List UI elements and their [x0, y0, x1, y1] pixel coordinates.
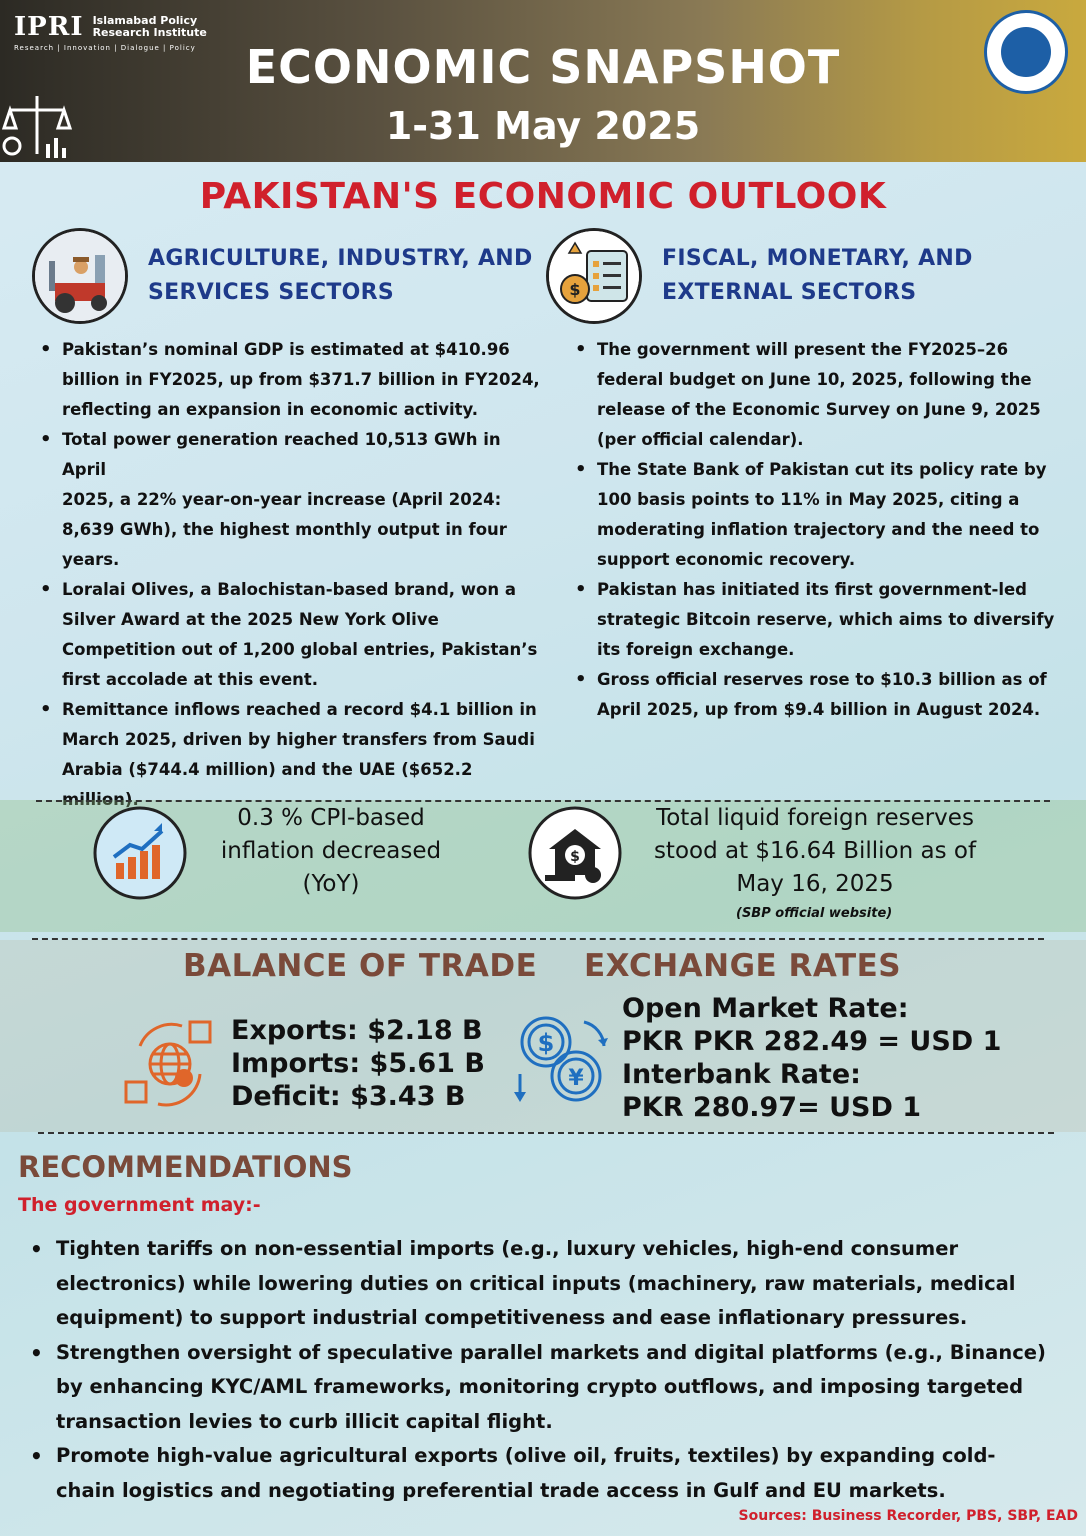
list-item: [38, 335, 548, 425]
inflation-line2: inflation decreased: [220, 838, 442, 864]
open-market-label: Open Market Rate:: [622, 993, 909, 1024]
bullet-line: 8,639 GWh), the highest monthly output in four: [62, 520, 507, 539]
rec-line: by enhancing KYC/AML frameworks, monitoring crypto outflows, and imposing targeted: [56, 1375, 1024, 1398]
bullet-line: The government will present the FY2025–26: [597, 340, 1009, 359]
interbank-label: Interbank Rate:: [622, 1059, 861, 1090]
bullet-line: its foreign exchange.: [597, 640, 795, 659]
bullet-line: Loralai Olives, a Balochistan-based brand, won a: [62, 580, 516, 599]
interbank-value: PKR 280.97= USD 1: [622, 1092, 922, 1123]
svg-text:¥: ¥: [568, 1066, 584, 1091]
svg-text:$: $: [570, 849, 580, 865]
left-title-line1: AGRICULTURE, INDUSTRY, AND: [148, 246, 533, 271]
svg-text:$: $: [537, 1029, 555, 1057]
logo-tagline: Research | Innovation | Dialogue | Policy: [14, 44, 196, 52]
rec-line: electronics) while lowering duties on critical inputs (machinery, raw materials, medical: [56, 1271, 1016, 1295]
bullet-line: strategic Bitcoin reserve, which aims to diversify: [597, 610, 1055, 629]
bullet-line: (per official calendar).: [597, 430, 804, 449]
page-title: ECONOMIC SNAPSHOT: [245, 40, 841, 94]
logo-abbr: IPRI: [14, 12, 84, 42]
reserves-stat: [630, 802, 1000, 901]
svg-text:$: $: [569, 280, 581, 299]
list-item: [573, 335, 1073, 455]
rec-line: chain logistics and negotiating preferential trade access in Gulf and EU markets.: [56, 1478, 946, 1502]
sources-note: Sources: Business Recorder, PBS, SBP, EAD: [738, 1508, 1078, 1524]
budget-checklist-icon: [546, 228, 642, 324]
page-date: 1-31 May 2025: [385, 104, 701, 148]
list-item: [573, 575, 1073, 665]
list-item: [573, 665, 1073, 725]
bullet-line: Pakistan’s nominal GDP is estimated at $410.96: [62, 340, 510, 359]
bullet-line: support economic recovery.: [597, 550, 856, 569]
bullet-line: Total power generation reached 10,513 GWh in April: [62, 430, 501, 479]
bullet-line: million).: [62, 790, 139, 809]
divider: [38, 1132, 1054, 1134]
deficit-value: Deficit: $3.43 B: [231, 1081, 466, 1112]
inflation-chart-icon: [92, 805, 188, 901]
left-title-line2: SERVICES SECTORS: [148, 280, 395, 305]
header-banner: [0, 0, 1086, 162]
inflation-stat: [196, 802, 466, 901]
right-section-title: [662, 242, 973, 310]
outlook-title: PAKISTAN'S ECONOMIC OUTLOOK: [199, 176, 887, 217]
trade-figures: [231, 1014, 485, 1113]
bullet-line: Remittance inflows reached a record $4.1 billion in: [62, 700, 537, 719]
inflation-line1: 0.3 % CPI-based: [237, 805, 425, 831]
list-item: [38, 425, 548, 575]
reserves-house-icon: [527, 805, 623, 901]
bullet-line: 2025, a 22% year-on-year increase (April 2024:: [62, 490, 502, 509]
imports-value: Imports: $5.61 B: [231, 1048, 485, 1079]
bullet-line: moderating inflation trajectory and the need to: [597, 520, 1040, 539]
trade-globe-icon: [122, 1018, 218, 1110]
list-item: [30, 1336, 1070, 1440]
bullet-line: April 2025, up from $9.4 billion in August 2024.: [597, 700, 1041, 719]
bullet-line: federal budget on June 10, 2025, following the: [597, 370, 1032, 389]
rec-line: transaction levies to curb illicit capital flight.: [56, 1409, 553, 1433]
reserves-line1: Total liquid foreign reserves: [656, 805, 974, 831]
right-bullet-list: [573, 335, 1073, 725]
bullet-line: Competition out of 1,200 global entries, Pakistan’s: [62, 640, 538, 659]
bullet-line: billion in FY2025, up from $371.7 billion in FY2024,: [62, 370, 540, 389]
bullet-line: reflecting an expansion in economic activity.: [62, 400, 479, 419]
recommendations-list: [30, 1232, 1070, 1508]
left-bullet-list: [38, 335, 548, 815]
bullet-line: The State Bank of Pakistan cut its policy rate by: [597, 460, 1047, 479]
reserves-line2: stood at $16.64 Billion as of: [653, 838, 977, 864]
bullet-line: Gross official reserves rose to $10.3 billion as of: [597, 670, 1047, 689]
recommendations-title: RECOMMENDATIONS: [18, 1150, 353, 1184]
list-item: [38, 695, 548, 815]
right-title-line1: FISCAL, MONETARY, AND: [662, 246, 973, 271]
rec-line: Strengthen oversight of speculative parallel markets and digital platforms (e.g., Binance): [56, 1340, 1046, 1364]
rec-line: Promote high-value agricultural exports (olive oil, fruits, textiles) by expanding cold-: [56, 1444, 996, 1467]
list-item: [30, 1439, 1070, 1508]
logo-name: [93, 15, 207, 39]
recommendations-subtitle: The government may:-: [18, 1194, 261, 1216]
seal-logo: [984, 10, 1068, 94]
logo-name-line1: Islamabad Policy: [92, 14, 198, 27]
list-item: [30, 1232, 1070, 1336]
bullet-line: 100 basis points to 11% in May 2025, citing a: [597, 490, 1020, 509]
exchange-figures: [622, 992, 1001, 1124]
exports-value: Exports: $2.18 B: [231, 1015, 483, 1046]
left-section-title: [148, 242, 533, 310]
currency-exchange-icon: [514, 1012, 610, 1108]
trade-title: BALANCE OF TRADE: [183, 948, 538, 984]
list-item: [38, 575, 548, 695]
bullet-line: Arabia ($744.4 million) and the UAE ($652.2: [62, 760, 473, 779]
reserves-source-note: (SBP official website): [736, 906, 893, 921]
bullet-line: release of the Economic Survey on June 9, 2025: [597, 400, 1041, 419]
farmer-tractor-icon: [32, 228, 128, 324]
open-market-value: PKR PKR 282.49 = USD 1: [622, 1026, 1002, 1057]
bullet-line: March 2025, driven by higher transfers from Saudi: [62, 730, 535, 749]
rec-line: equipment) to support industrial competitiveness and ease inflationary pressures.: [56, 1306, 968, 1329]
bullet-line: years.: [62, 550, 120, 569]
bullet-line: first accolade at this event.: [62, 670, 319, 689]
seal-emblem: [1001, 27, 1051, 77]
list-item: [573, 455, 1073, 575]
rec-line: Tighten tariffs on non-essential imports (e.g., luxury vehicles, high-end consumer: [56, 1237, 959, 1260]
exchange-title: EXCHANGE RATES: [584, 948, 902, 984]
reserves-line3: May 16, 2025: [736, 871, 894, 897]
bullet-line: Pakistan has initiated its first government-led: [597, 580, 1027, 599]
right-title-line2: EXTERNAL SECTORS: [662, 280, 917, 305]
logo-name-line2: Research Institute: [92, 26, 207, 39]
bullet-line: Silver Award at the 2025 New York Olive: [62, 610, 439, 629]
inflation-line3: (YoY): [302, 871, 360, 897]
